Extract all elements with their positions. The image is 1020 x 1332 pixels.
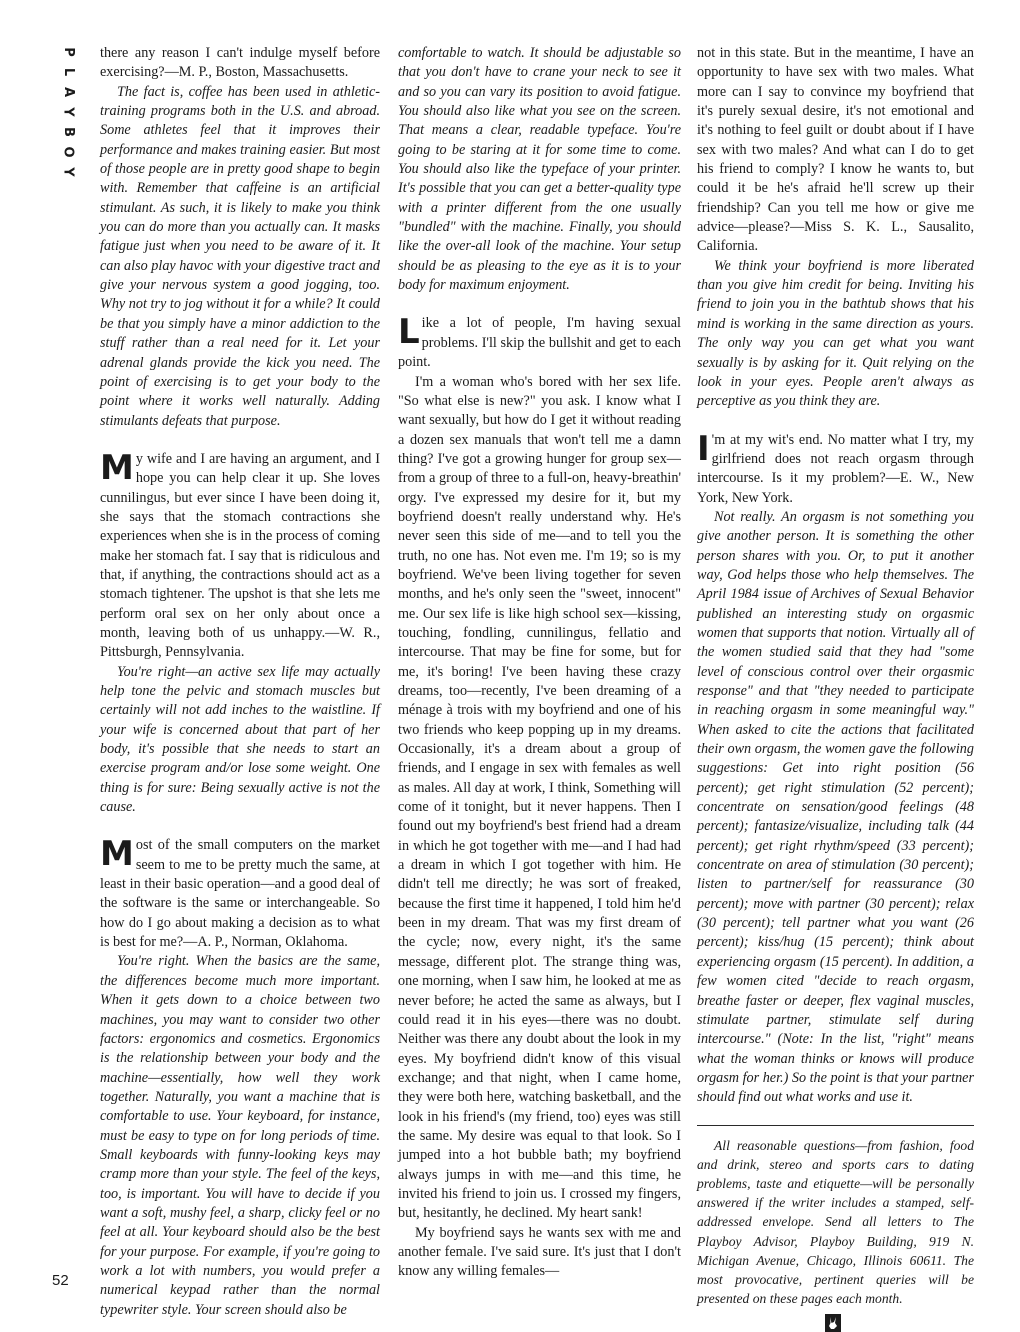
- advisor-footer: [697, 1126, 974, 1309]
- question-text: ike a lot of people, I'm having sexual problems. I'll skip the bullshit and get to each point.: [398, 315, 681, 371]
- answer-paragraph: Not really. An orgasm is not something you give another person. It is something the other person shares with you. Or, to put it another way, God helps those who help themselves. The April 1984 issue of Archives of Sexual Behavior published an interesting study on orgasmic women that supports that notion. Virtually all of the women studied said that they had "some level of conscious control over their orgasmic response" and that "they needed to participate in reaching orgasm in some meaningful way." When asked to cite the actions that facilitated their own orgasm, the women gave the following suggestions: Get into right position (56 percent); get right stimulation (52 percent); concentrate on sensation/good feelings (48 percent); fantasize/visualize, including talk (44 percent); get right rhythm/speed (33 percent); concentrate on area of stimulation (30 percent); listen to partner/self for reassurance (30 percent); move with partner (30 percent); relax (30 percent); tell partner what you want (26 percent); kiss/hug (15 percent); think about experiencing orgasm (15 percent). In addition, a few women cited "decide to reach orgasm, breathe faster or deeper, flex vaginal muscles, stimulate partner, stimulate self during intercourse." (Note: In the list, "right" means what the woman thinks or knows will produce orgasm for her.) So the point is that your partner should find out what works and use it.: [697, 508, 974, 1106]
- answer-paragraph: We think your boyfriend is more liberated than you give him credit for being. Inviting his friend to join you in the bathtub shows that his mind is working in the same direction as yours. The only way you can get what you want sexually is by asking for it. Quit relying on the look in your eyes. People aren't always as perceptive as you think they are.: [697, 257, 974, 410]
- question-text: y wife and I are having an argument, and I hope you can help clear it up. She loves cunnilingus, but ever since I have been doing it, she says that the stomach contractions she experiences when she is in the process of coming make her stomach fat. I say that is ridiculous and that, if anything, the contractions should act as a stomach tightener. The upshot is that she lets me perform oral sex on her only about once a month, leaving both of us unhappy.—W. R., Pittsburgh, Pennsylvania.: [100, 450, 380, 661]
- drop-cap: I: [697, 428, 710, 469]
- rabbit-head-icon: [825, 1314, 841, 1332]
- section-letter: L: [60, 67, 76, 77]
- answer-paragraph: You're right. When the basics are the same, the differences become much more important. When it gets down to a choice between two machines, you may want to consider two other factors: ergonomics and cosmetics. Ergonomics is the relationship between your body and the machine—essentially, how well they work together. Naturally, you want a machine that is comfortable to use. Your keyboard, for instance, must be easy to type on for long periods of time. Small keyboards with funny-looking keys may cramp more than your style. The feel of the keys, too, is important. You will have to decide if you want a soft, mushy feel, a sharp, clicky feel or no feel at all. Your keyboard should also be the best for your purpose. For example, if you're going to work a lot with numbers, you would prefer a numerical keypad rather than the normal typewriter style. Your screen should also be: [100, 953, 380, 1318]
- column-3: [697, 44, 974, 1332]
- drop-cap: M: [100, 447, 134, 488]
- answer-paragraph: The fact is, coffee has been used in athletic-training programs both in the U.S. and abroad. Some athletes feel that it improves their performance and makes training easier. But most of those people are in pretty good shape to begin with. Remember that caffeine is an artificial stimulant. As such, it is likely to make you think you can do more than you actually can. It masks fatigue just when you need to be aware of it. It can also play havoc with your digestive tract and give your nervous system a good jogging, too. Why not try to jog without it for a while? It could be that you simply have a minor addiction to the stuff rather than a real need for it. Let your adrenal glands provide the kick you need. The point of exercising is to get your body to the point where it works well naturally. Adding stimulants defeats that purpose.: [100, 83, 380, 429]
- drop-cap: M: [100, 834, 134, 875]
- question-text: 'm at my wit's end. No matter what I try, my girlfriend does not reach orgasm through intercourse. Is it my problem?—E. W., New York, New York.: [697, 431, 974, 506]
- question-paragraph: [398, 314, 681, 372]
- section-letter: O: [61, 146, 76, 158]
- question-paragraph: My boyfriend says he wants sex with me and another female. I've said sure. It's just that I don't know any willing females—: [398, 1224, 681, 1280]
- section-label-vertical: [54, 42, 82, 182]
- footer-text: All reasonable questions—from fashion, food and drink, stereo and sports cars to dating problems, taste and etiquette—will be personally answered if the writer includes a stamped, self-addressed envelope. Send all letters to The Playboy Advisor, Playboy Building, 919 N. Michigan Avenue, Chicago, Illinois 60611. The most provocative, pertinent queries will be presented on these pages each month.: [697, 1137, 974, 1307]
- answer-paragraph: You're right—an active sex life may actually help tone the pelvic and stomach muscles but certainly will not add inches to the waistline. If your wife is concerned about that part of her body, it's possible that she needs to start an exercise program and/or lose some weight. One thing is for sure: Being sexually active is not the cause.: [100, 663, 380, 816]
- question-continued: there any reason I can't indulge myself before exercising?—M. P., Boston, Massachusetts.: [100, 45, 380, 81]
- column-1: [100, 44, 380, 1320]
- question-paragraph: [100, 447, 380, 663]
- question-text: ost of the small computers on the market seem to me to be pretty much the same, at least in their basic operation—and a good deal of the software is the same or interchangeable. So how do I go about making a decision as to what is best for me?—A. P., Norman, Oklahoma.: [100, 837, 380, 951]
- question-paragraph: [100, 836, 380, 952]
- section-letter: Y: [60, 167, 76, 177]
- question-continued: not in this state. But in the meantime, I have an opportunity to have sex with two males. What more can I say to convince my boyfriend that it's purely sexual desire, it's not emotional and it's nothing to feel guilt or doubt about if I have sex with two males? And what can I do to get his friend to comply? I know he wants to, but could it be he's afraid he'll screw up their friendship? Can you tell me how or give me advice—please?—Miss S. K. L., Sausalito, California.: [697, 45, 974, 255]
- column-2: [398, 44, 681, 1282]
- answer-continued: comfortable to watch. It should be adjustable so that you don't have to crane your neck to see it and so you can vary its position to avoid fatigue. You should also like what you see on the screen. That means a clear, readable typeface. You're going to be staring at it for some time to come. You should also like the typeface of your printer. It's possible that you can get a better-quality type with a printer different from the one usually "bundled" with the machine. Finally, you should like the over-all look of the machine. Your setup should be as pleasing to the eye as it is to your body for maximum enjoyment.: [398, 45, 681, 294]
- page-number: 52: [52, 1272, 69, 1289]
- section-letter: Y: [60, 107, 76, 117]
- section-letter: A: [61, 86, 76, 98]
- section-letter: P: [61, 47, 76, 57]
- question-paragraph: I'm a woman who's bored with her sex life. "So what else is new?" you ask. I know what I want sexually, but how do I get it without reading a dozen sex manuals that won't tell me a damn thing? I've got a growing hunger for group sex—from a group of three to a full-on, heavy-breathin' orgy. I've expressed my desire for it, but my boyfriend doesn't really understand why. He's never seen this side of me—and to tell you the truth, no one has. Not even me. I'm 19; so is my boyfriend. We've been living together for seven months, and he's only seen the "sweet, innocent" me. Our sex life is like high school sex—kissing, touching, fondling, cunnilingus, fellatio and intercourse. That may be fine for some, but for me, it's boring! I've been having these crazy dreams, too—recently, I've been dreaming of a ménage à trois with my boyfriend and one of his two friends who keep popping up in my dreams. Occasionally, it's a dream about a group of friends, and I engage in sex with females as well as males. All day at work, I think, Something will come of it tonight, but it never happens. Then I found out my boyfriend's best friend had a dream in which he got together with me—and I had had a dream in which I got together with him. He didn't tell me directly; he was sort of freaked, because the first time it happened, I told him he'd been in my dream. That was my first dream of the cycle; now, every night, it's the same message, different plot. The strange thing was, one morning, when I saw him, he looked at me as never before; he acted the same as always, but I could read it in his eyes—there was no doubt. Neither was there any doubt about the look in my eyes. My boyfriend didn't know of this visual exchange; and that night, when I came home, they were both here, watching basketball, and the look in his friend's (my friend, too) eyes was still the same. My desire was equal to that look. So I jumped into a hot bubble bath; my boyfriend always jumps in with me—and this time, he invited his friend to join us. I crossed my fingers, but, hesitantly, he declined. My heart sank!: [398, 373, 681, 1222]
- drop-cap: L: [398, 312, 420, 353]
- section-letter: B: [60, 127, 76, 137]
- question-paragraph: [697, 428, 974, 508]
